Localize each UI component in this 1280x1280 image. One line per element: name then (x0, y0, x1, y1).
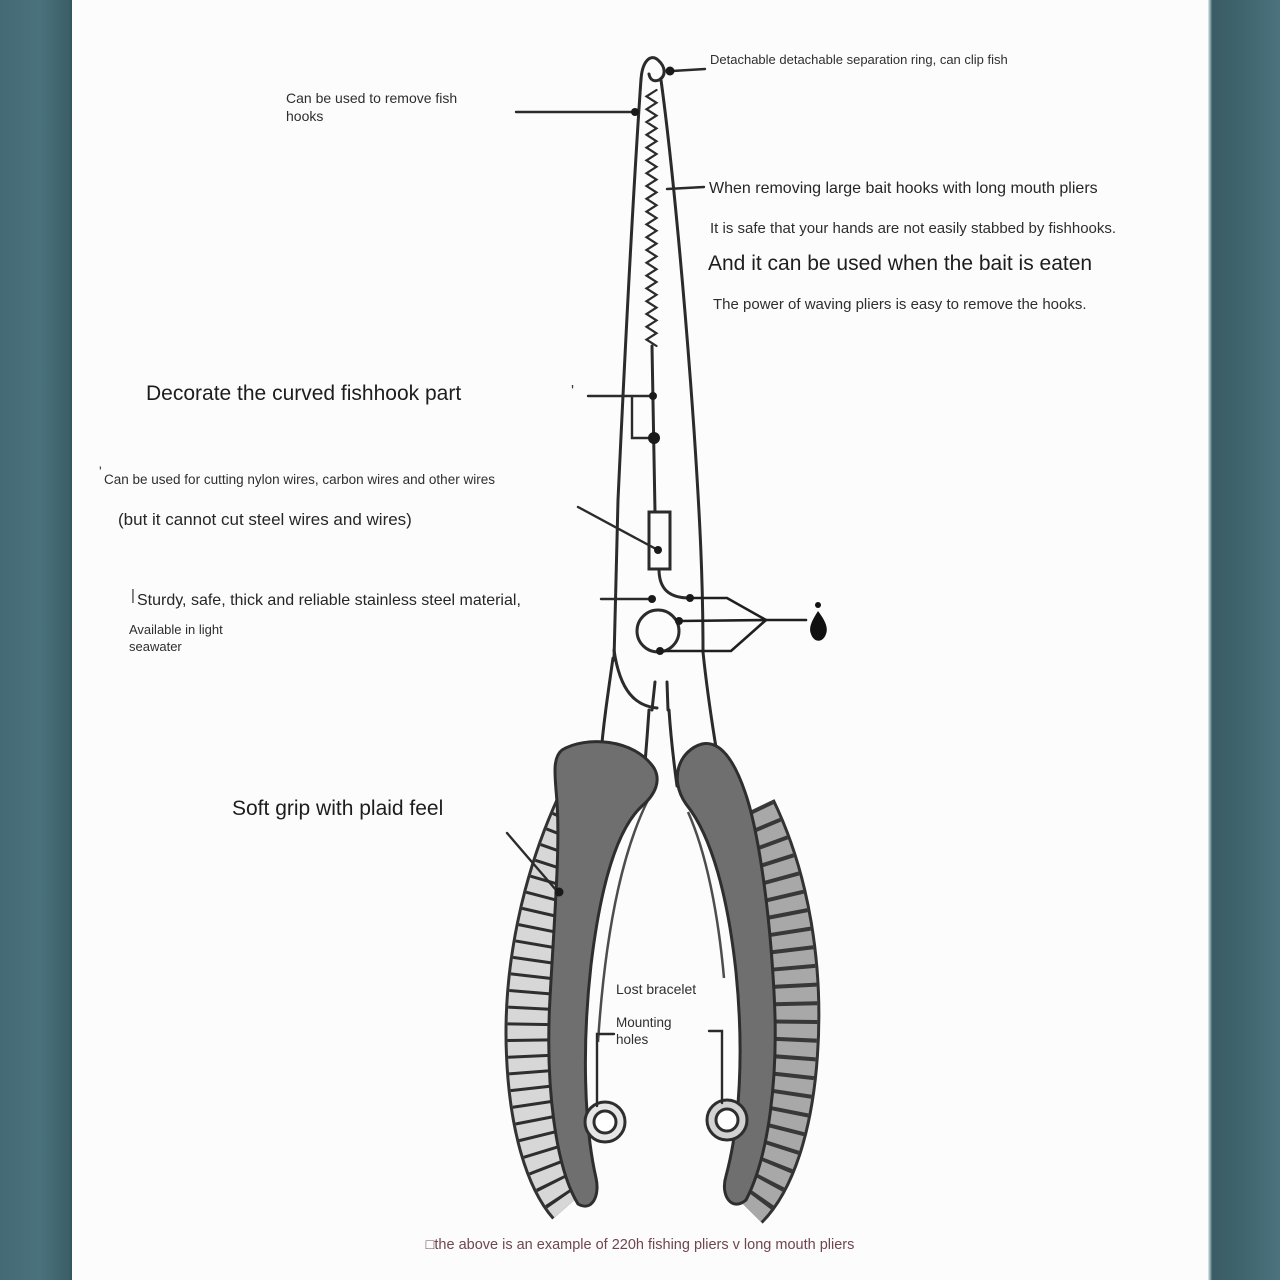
teardrop-icon (810, 611, 827, 641)
label-soft-grip: Soft grip with plaid feel (232, 797, 444, 820)
left-mounting-hole (594, 1111, 616, 1133)
label-long-mouth-1: When removing large bait hooks with long mouth pliers (709, 180, 1098, 197)
label-cutting-2: (but it cannot cut steel wires and wires) (118, 510, 412, 529)
serration-teeth (647, 90, 657, 346)
label-separation-ring: Detachable detachable separation ring, can clip fish (710, 52, 1008, 67)
right-mounting-hole (716, 1109, 738, 1131)
label-remove-hooks: Can be used to remove fish hooks (286, 90, 458, 124)
label-mounting-holes: Mounting holes (616, 1015, 672, 1048)
leader-decorate (588, 396, 650, 438)
pliers-jaws (601, 58, 717, 786)
wire-cutter-slot (649, 512, 670, 569)
leader-hole-right (709, 1031, 722, 1103)
bottom-caption: □the above is an example of 220h fishing pliers v long mouth pliers (425, 1237, 855, 1253)
label-cutting-1: Can be used for cutting nylon wires, carbon wires and other wires (104, 472, 495, 487)
pivot-bolt (637, 610, 679, 652)
leader-hole-left (597, 1034, 614, 1106)
left-handle (529, 742, 657, 1206)
label-long-mouth-2: It is safe that your hands are not easily stabbed by fishhooks. (710, 220, 1117, 237)
right-handle (677, 743, 795, 1206)
stray-mark-decorate: ' (571, 383, 575, 400)
stray-mark-cutting: ' (99, 463, 102, 479)
split-ring-callout-icon (660, 598, 827, 651)
label-decorate-hook: Decorate the curved fishhook part (146, 382, 462, 405)
stray-mark-material: | (131, 587, 135, 604)
label-long-mouth-4: The power of waving pliers is easy to remove the hooks. (713, 296, 1087, 313)
label-lost-bracelet: Lost bracelet (616, 981, 697, 997)
label-long-mouth-3: And it can be used when the bait is eaten (708, 252, 1093, 275)
drop-dot-icon (815, 602, 821, 608)
label-material-1: Sturdy, safe, thick and reliable stainless steel material, (137, 592, 521, 609)
label-material-2: Available in light seawater (129, 622, 223, 654)
leader-separation-ring (672, 69, 705, 71)
